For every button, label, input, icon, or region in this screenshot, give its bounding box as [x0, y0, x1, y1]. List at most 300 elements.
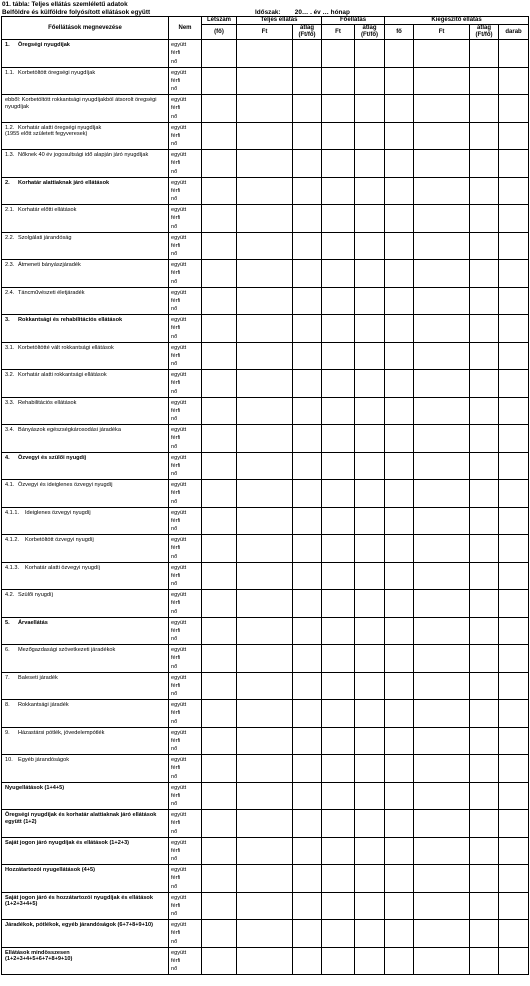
value-cell[interactable] [202, 95, 237, 123]
value-cell[interactable] [202, 645, 237, 673]
value-cell[interactable] [237, 507, 293, 535]
value-cell[interactable] [237, 95, 293, 123]
value-cell[interactable] [355, 370, 385, 398]
value-cell[interactable] [237, 205, 293, 233]
value-cell[interactable] [470, 837, 499, 865]
value-cell[interactable] [499, 95, 529, 123]
value-cell[interactable] [499, 755, 529, 783]
value-cell[interactable] [237, 397, 293, 425]
value-cell[interactable] [293, 95, 322, 123]
value-cell[interactable] [499, 562, 529, 590]
value-cell[interactable] [237, 920, 293, 948]
value-cell[interactable] [237, 287, 293, 315]
value-cell[interactable] [470, 755, 499, 783]
value-cell[interactable] [385, 370, 414, 398]
value-cell[interactable] [322, 727, 355, 755]
value-cell[interactable] [499, 425, 529, 453]
value-cell[interactable] [322, 617, 355, 645]
value-cell[interactable] [470, 865, 499, 893]
value-cell[interactable] [355, 122, 385, 150]
value-cell[interactable] [414, 95, 470, 123]
value-cell[interactable] [202, 865, 237, 893]
value-cell[interactable] [414, 67, 470, 95]
value-cell[interactable] [322, 122, 355, 150]
value-cell[interactable] [202, 260, 237, 288]
value-cell[interactable] [202, 342, 237, 370]
value-cell[interactable] [385, 672, 414, 700]
value-cell[interactable] [293, 700, 322, 728]
value-cell[interactable] [499, 370, 529, 398]
value-cell[interactable] [237, 370, 293, 398]
value-cell[interactable] [499, 727, 529, 755]
value-cell[interactable] [293, 782, 322, 810]
value-cell[interactable] [202, 590, 237, 618]
value-cell[interactable] [385, 782, 414, 810]
value-cell[interactable] [355, 562, 385, 590]
value-cell[interactable] [355, 177, 385, 205]
value-cell[interactable] [499, 480, 529, 508]
value-cell[interactable] [414, 782, 470, 810]
value-cell[interactable] [322, 260, 355, 288]
value-cell[interactable] [202, 755, 237, 783]
value-cell[interactable] [414, 920, 470, 948]
value-cell[interactable] [322, 315, 355, 343]
value-cell[interactable] [237, 562, 293, 590]
value-cell[interactable] [355, 315, 385, 343]
value-cell[interactable] [355, 480, 385, 508]
value-cell[interactable] [237, 755, 293, 783]
value-cell[interactable] [470, 425, 499, 453]
value-cell[interactable] [385, 95, 414, 123]
value-cell[interactable] [202, 67, 237, 95]
value-cell[interactable] [293, 535, 322, 563]
value-cell[interactable] [355, 67, 385, 95]
value-cell[interactable] [385, 40, 414, 68]
value-cell[interactable] [355, 920, 385, 948]
value-cell[interactable] [385, 480, 414, 508]
value-cell[interactable] [237, 782, 293, 810]
value-cell[interactable] [202, 700, 237, 728]
value-cell[interactable] [385, 287, 414, 315]
value-cell[interactable] [237, 150, 293, 178]
value-cell[interactable] [470, 590, 499, 618]
value-cell[interactable] [202, 507, 237, 535]
value-cell[interactable] [499, 205, 529, 233]
value-cell[interactable] [499, 342, 529, 370]
value-cell[interactable] [322, 920, 355, 948]
value-cell[interactable] [385, 535, 414, 563]
value-cell[interactable] [237, 617, 293, 645]
value-cell[interactable] [355, 452, 385, 480]
value-cell[interactable] [414, 562, 470, 590]
value-cell[interactable] [470, 727, 499, 755]
value-cell[interactable] [293, 315, 322, 343]
value-cell[interactable] [385, 425, 414, 453]
value-cell[interactable] [237, 425, 293, 453]
value-cell[interactable] [385, 150, 414, 178]
value-cell[interactable] [293, 397, 322, 425]
value-cell[interactable] [322, 562, 355, 590]
value-cell[interactable] [237, 315, 293, 343]
value-cell[interactable] [499, 232, 529, 260]
value-cell[interactable] [355, 590, 385, 618]
value-cell[interactable] [293, 590, 322, 618]
value-cell[interactable] [237, 535, 293, 563]
value-cell[interactable] [385, 177, 414, 205]
value-cell[interactable] [499, 315, 529, 343]
value-cell[interactable] [322, 645, 355, 673]
value-cell[interactable] [470, 95, 499, 123]
value-cell[interactable] [355, 397, 385, 425]
value-cell[interactable] [470, 700, 499, 728]
value-cell[interactable] [355, 232, 385, 260]
value-cell[interactable] [237, 122, 293, 150]
value-cell[interactable] [385, 920, 414, 948]
value-cell[interactable] [293, 892, 322, 920]
value-cell[interactable] [414, 535, 470, 563]
value-cell[interactable] [414, 287, 470, 315]
value-cell[interactable] [385, 645, 414, 673]
value-cell[interactable] [322, 507, 355, 535]
value-cell[interactable] [355, 40, 385, 68]
value-cell[interactable] [322, 287, 355, 315]
value-cell[interactable] [293, 507, 322, 535]
value-cell[interactable] [202, 727, 237, 755]
value-cell[interactable] [414, 727, 470, 755]
value-cell[interactable] [355, 535, 385, 563]
value-cell[interactable] [293, 947, 322, 975]
value-cell[interactable] [385, 700, 414, 728]
value-cell[interactable] [293, 645, 322, 673]
value-cell[interactable] [499, 700, 529, 728]
value-cell[interactable] [385, 122, 414, 150]
value-cell[interactable] [414, 122, 470, 150]
value-cell[interactable] [237, 177, 293, 205]
value-cell[interactable] [237, 260, 293, 288]
value-cell[interactable] [414, 177, 470, 205]
value-cell[interactable] [414, 452, 470, 480]
value-cell[interactable] [322, 782, 355, 810]
value-cell[interactable] [385, 260, 414, 288]
value-cell[interactable] [385, 452, 414, 480]
value-cell[interactable] [414, 755, 470, 783]
value-cell[interactable] [470, 315, 499, 343]
value-cell[interactable] [293, 617, 322, 645]
value-cell[interactable] [470, 40, 499, 68]
value-cell[interactable] [202, 122, 237, 150]
value-cell[interactable] [202, 947, 237, 975]
value-cell[interactable] [470, 892, 499, 920]
value-cell[interactable] [293, 920, 322, 948]
value-cell[interactable] [322, 342, 355, 370]
value-cell[interactable] [202, 617, 237, 645]
value-cell[interactable] [322, 40, 355, 68]
value-cell[interactable] [293, 150, 322, 178]
value-cell[interactable] [355, 95, 385, 123]
value-cell[interactable] [414, 260, 470, 288]
value-cell[interactable] [470, 232, 499, 260]
value-cell[interactable] [293, 672, 322, 700]
value-cell[interactable] [499, 837, 529, 865]
value-cell[interactable] [355, 865, 385, 893]
value-cell[interactable] [237, 480, 293, 508]
value-cell[interactable] [202, 810, 237, 838]
value-cell[interactable] [202, 562, 237, 590]
value-cell[interactable] [237, 865, 293, 893]
value-cell[interactable] [470, 67, 499, 95]
value-cell[interactable] [293, 40, 322, 68]
value-cell[interactable] [237, 727, 293, 755]
value-cell[interactable] [202, 480, 237, 508]
value-cell[interactable] [470, 452, 499, 480]
value-cell[interactable] [237, 810, 293, 838]
value-cell[interactable] [414, 150, 470, 178]
value-cell[interactable] [385, 810, 414, 838]
value-cell[interactable] [237, 672, 293, 700]
value-cell[interactable] [385, 397, 414, 425]
value-cell[interactable] [322, 810, 355, 838]
value-cell[interactable] [470, 782, 499, 810]
value-cell[interactable] [355, 727, 385, 755]
value-cell[interactable] [322, 370, 355, 398]
value-cell[interactable] [293, 260, 322, 288]
value-cell[interactable] [499, 122, 529, 150]
value-cell[interactable] [385, 755, 414, 783]
value-cell[interactable] [499, 947, 529, 975]
value-cell[interactable] [470, 535, 499, 563]
value-cell[interactable] [414, 865, 470, 893]
value-cell[interactable] [385, 865, 414, 893]
value-cell[interactable] [470, 260, 499, 288]
value-cell[interactable] [355, 947, 385, 975]
value-cell[interactable] [293, 755, 322, 783]
value-cell[interactable] [414, 617, 470, 645]
value-cell[interactable] [414, 40, 470, 68]
value-cell[interactable] [499, 40, 529, 68]
value-cell[interactable] [499, 535, 529, 563]
value-cell[interactable] [202, 782, 237, 810]
value-cell[interactable] [385, 507, 414, 535]
value-cell[interactable] [237, 837, 293, 865]
value-cell[interactable] [499, 920, 529, 948]
value-cell[interactable] [470, 920, 499, 948]
value-cell[interactable] [322, 67, 355, 95]
value-cell[interactable] [355, 205, 385, 233]
value-cell[interactable] [470, 617, 499, 645]
value-cell[interactable] [322, 95, 355, 123]
value-cell[interactable] [355, 810, 385, 838]
value-cell[interactable] [499, 452, 529, 480]
value-cell[interactable] [470, 150, 499, 178]
value-cell[interactable] [470, 287, 499, 315]
value-cell[interactable] [322, 480, 355, 508]
value-cell[interactable] [414, 425, 470, 453]
value-cell[interactable] [385, 617, 414, 645]
value-cell[interactable] [237, 232, 293, 260]
value-cell[interactable] [470, 947, 499, 975]
value-cell[interactable] [499, 672, 529, 700]
value-cell[interactable] [237, 700, 293, 728]
value-cell[interactable] [293, 67, 322, 95]
value-cell[interactable] [355, 782, 385, 810]
value-cell[interactable] [293, 452, 322, 480]
value-cell[interactable] [293, 370, 322, 398]
value-cell[interactable] [499, 397, 529, 425]
value-cell[interactable] [322, 590, 355, 618]
value-cell[interactable] [355, 700, 385, 728]
value-cell[interactable] [414, 645, 470, 673]
value-cell[interactable] [293, 865, 322, 893]
value-cell[interactable] [499, 150, 529, 178]
value-cell[interactable] [414, 507, 470, 535]
value-cell[interactable] [293, 177, 322, 205]
value-cell[interactable] [385, 562, 414, 590]
value-cell[interactable] [499, 645, 529, 673]
value-cell[interactable] [499, 782, 529, 810]
value-cell[interactable] [293, 425, 322, 453]
value-cell[interactable] [414, 700, 470, 728]
value-cell[interactable] [202, 425, 237, 453]
value-cell[interactable] [385, 837, 414, 865]
value-cell[interactable] [237, 947, 293, 975]
value-cell[interactable] [414, 892, 470, 920]
value-cell[interactable] [470, 810, 499, 838]
value-cell[interactable] [385, 590, 414, 618]
value-cell[interactable] [237, 40, 293, 68]
value-cell[interactable] [237, 67, 293, 95]
value-cell[interactable] [202, 837, 237, 865]
value-cell[interactable] [202, 150, 237, 178]
value-cell[interactable] [499, 67, 529, 95]
value-cell[interactable] [293, 232, 322, 260]
value-cell[interactable] [355, 260, 385, 288]
value-cell[interactable] [322, 425, 355, 453]
value-cell[interactable] [414, 837, 470, 865]
value-cell[interactable] [385, 67, 414, 95]
value-cell[interactable] [202, 232, 237, 260]
value-cell[interactable] [470, 397, 499, 425]
value-cell[interactable] [293, 837, 322, 865]
value-cell[interactable] [322, 892, 355, 920]
value-cell[interactable] [202, 452, 237, 480]
value-cell[interactable] [355, 837, 385, 865]
value-cell[interactable] [202, 397, 237, 425]
value-cell[interactable] [322, 865, 355, 893]
value-cell[interactable] [237, 342, 293, 370]
value-cell[interactable] [322, 672, 355, 700]
value-cell[interactable] [470, 480, 499, 508]
value-cell[interactable] [470, 177, 499, 205]
value-cell[interactable] [322, 535, 355, 563]
value-cell[interactable] [499, 507, 529, 535]
value-cell[interactable] [322, 205, 355, 233]
value-cell[interactable] [385, 892, 414, 920]
value-cell[interactable] [355, 507, 385, 535]
value-cell[interactable] [385, 205, 414, 233]
value-cell[interactable] [414, 947, 470, 975]
value-cell[interactable] [470, 342, 499, 370]
value-cell[interactable] [385, 727, 414, 755]
value-cell[interactable] [414, 590, 470, 618]
value-cell[interactable] [499, 287, 529, 315]
value-cell[interactable] [385, 315, 414, 343]
value-cell[interactable] [322, 177, 355, 205]
value-cell[interactable] [499, 590, 529, 618]
value-cell[interactable] [322, 947, 355, 975]
value-cell[interactable] [470, 370, 499, 398]
value-cell[interactable] [499, 892, 529, 920]
value-cell[interactable] [237, 645, 293, 673]
value-cell[interactable] [414, 205, 470, 233]
value-cell[interactable] [202, 535, 237, 563]
value-cell[interactable] [355, 425, 385, 453]
value-cell[interactable] [470, 562, 499, 590]
value-cell[interactable] [293, 810, 322, 838]
value-cell[interactable] [293, 562, 322, 590]
value-cell[interactable] [414, 672, 470, 700]
value-cell[interactable] [237, 590, 293, 618]
value-cell[interactable] [355, 645, 385, 673]
value-cell[interactable] [355, 892, 385, 920]
value-cell[interactable] [202, 920, 237, 948]
value-cell[interactable] [293, 480, 322, 508]
value-cell[interactable] [355, 342, 385, 370]
value-cell[interactable] [322, 232, 355, 260]
value-cell[interactable] [385, 342, 414, 370]
value-cell[interactable] [414, 342, 470, 370]
value-cell[interactable] [322, 837, 355, 865]
value-cell[interactable] [322, 397, 355, 425]
value-cell[interactable] [293, 727, 322, 755]
value-cell[interactable] [202, 40, 237, 68]
value-cell[interactable] [202, 672, 237, 700]
value-cell[interactable] [293, 287, 322, 315]
value-cell[interactable] [355, 755, 385, 783]
value-cell[interactable] [202, 205, 237, 233]
value-cell[interactable] [414, 810, 470, 838]
value-cell[interactable] [470, 645, 499, 673]
value-cell[interactable] [202, 370, 237, 398]
value-cell[interactable] [202, 287, 237, 315]
value-cell[interactable] [293, 205, 322, 233]
value-cell[interactable] [293, 342, 322, 370]
value-cell[interactable] [355, 287, 385, 315]
value-cell[interactable] [470, 122, 499, 150]
value-cell[interactable] [499, 865, 529, 893]
value-cell[interactable] [414, 480, 470, 508]
value-cell[interactable] [237, 892, 293, 920]
value-cell[interactable] [293, 122, 322, 150]
value-cell[interactable] [470, 672, 499, 700]
value-cell[interactable] [470, 507, 499, 535]
value-cell[interactable] [237, 452, 293, 480]
value-cell[interactable] [499, 617, 529, 645]
value-cell[interactable] [414, 370, 470, 398]
value-cell[interactable] [414, 397, 470, 425]
value-cell[interactable] [322, 150, 355, 178]
value-cell[interactable] [322, 755, 355, 783]
value-cell[interactable] [355, 617, 385, 645]
value-cell[interactable] [202, 892, 237, 920]
value-cell[interactable] [385, 947, 414, 975]
value-cell[interactable] [322, 452, 355, 480]
value-cell[interactable] [499, 810, 529, 838]
value-cell[interactable] [202, 315, 237, 343]
value-cell[interactable] [355, 150, 385, 178]
value-cell[interactable] [499, 177, 529, 205]
value-cell[interactable] [499, 260, 529, 288]
value-cell[interactable] [414, 315, 470, 343]
